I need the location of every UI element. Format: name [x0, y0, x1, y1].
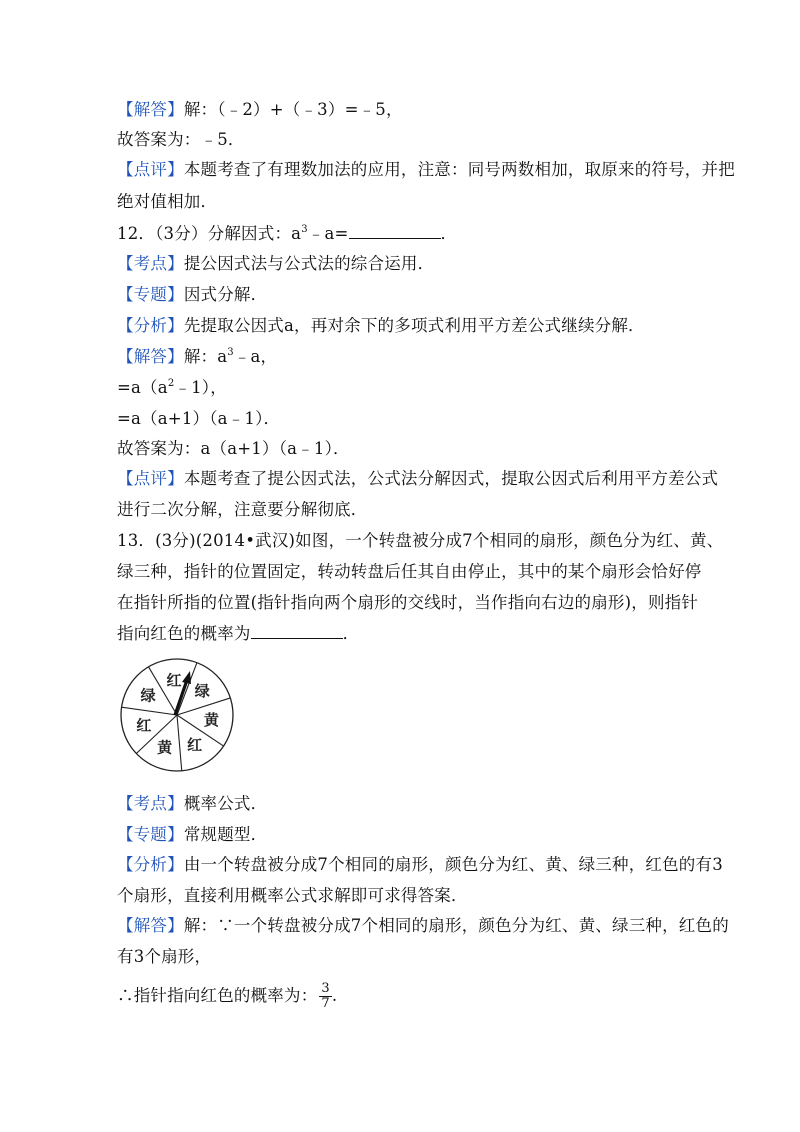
- step-text-2: ﹣1），: [174, 378, 227, 397]
- category-text: 常规题型．: [183, 825, 268, 844]
- analysis-tag: 【分析】: [117, 855, 184, 874]
- analysis-tag: 【分析】: [117, 316, 184, 335]
- answer-line: [117, 97, 403, 123]
- category-line: [117, 822, 267, 848]
- topic-tag: 【考点】: [117, 254, 184, 273]
- answer-line: [117, 344, 277, 370]
- topic-line: [117, 791, 267, 817]
- answer-blank: [349, 222, 441, 239]
- answer-tag: 【解答】: [117, 347, 184, 366]
- comment-tag: 【点评】: [117, 469, 184, 488]
- answer-text: 解：a: [183, 347, 228, 366]
- fraction-denominator: 7: [321, 996, 330, 1011]
- exponent: 2: [167, 378, 175, 389]
- analysis-line: [117, 313, 645, 339]
- question-13-continuation: 绿三种，指针的位置固定，转动转盘后任其自由停止，其中的某个扇形会恰好停: [117, 562, 702, 581]
- answer-text: 解：∵一个转盘被分成7个相同的扇形，颜色分为红、黄、绿三种，红色的: [183, 916, 729, 935]
- comment-tag: 【点评】: [117, 160, 184, 179]
- period: ．: [342, 624, 360, 643]
- comment-text: 本题考查了有理数加法的应用，注意：同号两数相加，取原来的符号，并把: [183, 160, 735, 179]
- conclusion-text: ∴指针指向红色的概率为：: [117, 986, 318, 1005]
- step-line: =a（a+1）（a﹣1）．: [117, 409, 281, 428]
- answer-tag: 【解答】: [117, 916, 184, 935]
- topic-text: 提公因式法与公式法的综合运用．: [183, 254, 435, 273]
- analysis-continuation: 个扇形，直接利用概率公式求解即可求得答案．: [117, 886, 468, 905]
- answer-line: [117, 913, 729, 939]
- comment-text: 本题考查了提公因式法，公式法分解因式，提取公因式后利用平方差公式: [183, 469, 719, 488]
- sector-label: 绿: [194, 682, 210, 701]
- sector-label: 黄: [203, 710, 219, 729]
- answer-continuation: 有3个扇形，: [117, 947, 212, 966]
- category-line: [117, 282, 267, 308]
- category-text: 因式分解．: [183, 285, 268, 304]
- spinner-diagram: [119, 658, 239, 778]
- sector-label: 红: [166, 671, 182, 690]
- period: .: [331, 986, 338, 1005]
- exponent: 3: [227, 347, 234, 358]
- answer-text: 解：（﹣2）+（﹣3）=﹣5，: [183, 100, 403, 119]
- sector-label: 红: [187, 735, 203, 754]
- topic-tag: 【考点】: [117, 794, 184, 813]
- question-13: 13．(3分)(2014•武汉)如图，一个转盘被分成7个相同的扇形，颜色分为红、黄、: [117, 531, 724, 550]
- analysis-text: 由一个转盘被分成7个相同的扇形，颜色分为红、黄、绿三种，红色的有3: [183, 855, 723, 874]
- step-text: =a（a: [117, 378, 168, 397]
- sector-label: 绿: [140, 686, 156, 705]
- category-tag: 【专题】: [117, 825, 184, 844]
- question-13-continuation: [117, 621, 359, 647]
- comment-line: [117, 157, 735, 183]
- question-13-continuation: 在指针所指的位置(指针指向两个扇形的交线时，当作指向右边的扇形)，则指针: [117, 593, 699, 612]
- answer-blank: [251, 622, 343, 639]
- sector-label: 红: [136, 716, 152, 735]
- question-13-text: 指向红色的概率为: [117, 624, 251, 643]
- category-tag: 【专题】: [117, 285, 184, 304]
- answer-conclusion: [117, 982, 337, 1011]
- exponent: 3: [301, 224, 308, 235]
- comment-continuation: 进行二次分解，注意要分解彻底．: [117, 500, 368, 519]
- sector-label: 黄: [157, 738, 173, 757]
- step-line: [117, 375, 227, 401]
- answer-conclusion: 故答案为：a（a+1）（a﹣1）．: [117, 439, 350, 458]
- comment-line: [117, 466, 718, 492]
- answer-tag: 【解答】: [117, 100, 184, 119]
- answer-text-2: ﹣a，: [233, 347, 278, 366]
- topic-line: [117, 251, 434, 277]
- fraction: [319, 982, 331, 1011]
- comment-continuation: 绝对值相加．: [117, 192, 218, 211]
- question-12: [117, 221, 457, 247]
- topic-text: 概率公式．: [183, 794, 268, 813]
- period: ．: [440, 224, 458, 243]
- question-12-text: 12．（3分）分解因式：a: [117, 224, 302, 243]
- fraction-numerator: 3: [321, 981, 330, 996]
- analysis-line: [117, 852, 723, 878]
- analysis-text: 先提取公因式a，再对余下的多项式利用平方差公式继续分解．: [183, 316, 645, 335]
- question-12-text-2: ﹣a=: [307, 224, 349, 243]
- answer-conclusion: 故答案为：﹣5．: [117, 130, 245, 149]
